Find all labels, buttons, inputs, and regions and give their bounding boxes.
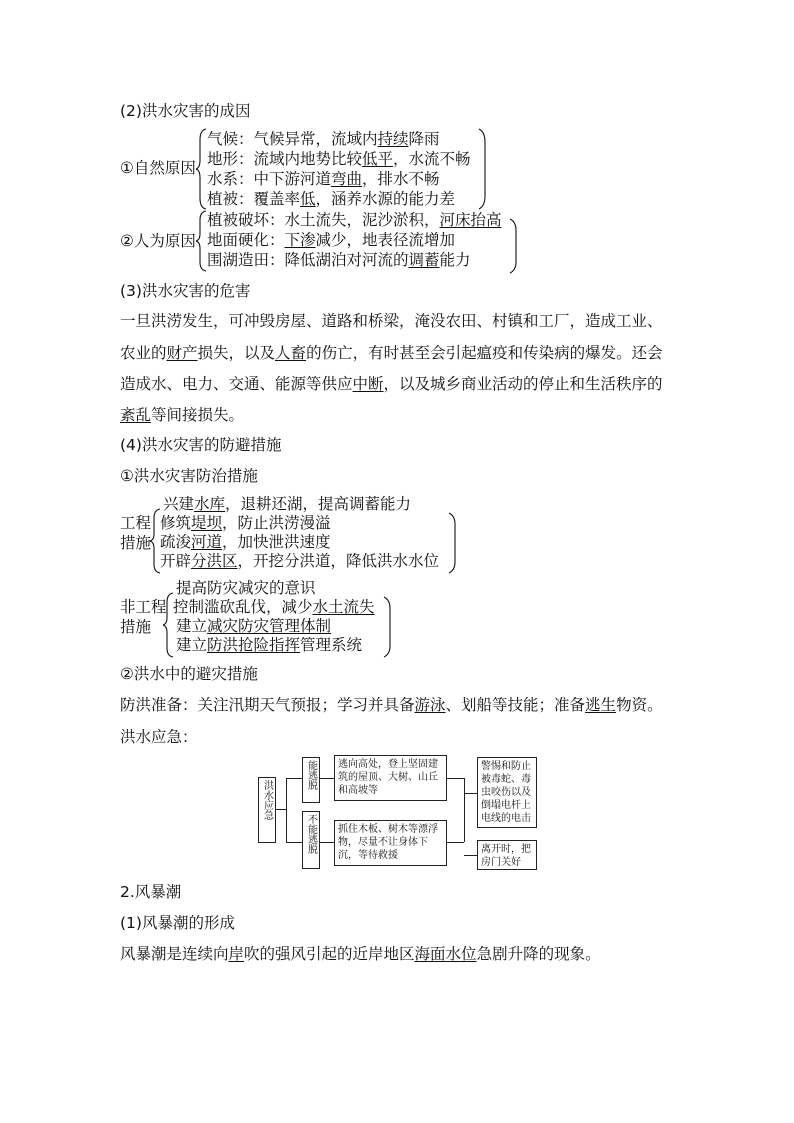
can-escape-box: 能逃脱 [302,757,320,803]
connector [286,842,302,843]
hazard-paragraph-line-1: 一旦洪涝发生，可冲毁房屋、道路和桥梁，淹没农田、村镇和工厂，造成工业、 [120,312,663,330]
section-title-causes: (2)洪水灾害的成因 [120,102,251,120]
connector [464,778,465,842]
connector [464,793,477,794]
engineering-line-dam: 修筑堤坝，防止洪涝漫溢 [160,514,331,532]
non-engineering-line-system: 建立减灾防灾管理体制 [176,617,332,635]
connector [286,778,302,779]
connector [447,778,464,779]
right-brace [448,512,458,574]
natural-cause-label: ①自然原因 [120,159,196,177]
non-engineering-label: 非工程 [120,598,167,616]
connector [276,809,286,810]
engineering-line-diversion: 开辟分洪区，开挖分洪道，降低洪水水位 [160,552,440,570]
human-line-reclamation: 围湖造田：降低湖泊对河流的调蓄能力 [207,251,471,269]
root-box: 洪水应急 [258,777,276,843]
preparation-line: 防洪准备：关注汛期天气预报；学习并具备游泳、划船等技能；准备逃生物资。 [120,696,663,714]
connector [447,842,464,843]
engineering-label: 工程 [120,514,152,532]
non-engineering-label-2: 措施 [120,618,152,636]
engineering-label-2: 措施 [120,534,152,552]
emergency-label: 洪水应急： [120,728,198,746]
subsection-prevention: ①洪水灾害防治措施 [120,467,258,485]
human-cause-label: ②人为原因 [120,232,196,250]
can-escape-action-box: 逃向高处，登上坚固建筑的屋顶、大树、山丘和高坡等 [334,755,447,801]
right-brace [478,128,488,210]
hazard-paragraph-line-4: 紊乱等间接损失。 [120,406,245,424]
leave-box: 离开时，把房门关好 [477,840,537,870]
right-brace [383,596,393,658]
hazard-paragraph-line-3: 造成水、电力、交通、能源等供应中断，以及城乡商业活动的停止和生活秩序的 [120,375,663,393]
storm-definition: 风暴潮是连续向岸吹的强风引起的近岸地区海面水位急剧升降的现象。 [120,945,601,963]
section-title-storm-surge: 2.风暴潮 [120,883,182,901]
cannot-escape-action-box: 抓住木板、树木等漂浮物，尽量不让身体下沉，等待救援 [334,820,447,866]
cannot-escape-box: 不能逃脱 [302,811,320,869]
non-engineering-line-awareness: 提高防灾减灾的意识 [176,579,316,597]
connector [286,778,287,842]
right-brace [509,218,519,274]
section-title-hazards: (3)洪水灾害的危害 [120,282,251,300]
warning-box: 警惕和防止被毒蛇、毒虫咬伤以及倒塌电杆上电线的电击 [477,757,537,828]
subsection-evacuation: ②洪水中的避灾措施 [120,665,258,683]
storm-formation-title: (1)风暴潮的形成 [120,914,235,932]
non-engineering-line-command: 建立防洪抢险指挥管理系统 [176,636,363,654]
natural-line-terrain: 地形：流域内地势比较低平，水流不畅 [207,150,471,168]
natural-line-climate: 气候：气候异常，流域内持续降雨 [207,130,440,148]
connector [464,855,477,856]
natural-line-vegetation: 植被：覆盖率低，涵养水源的能力差 [207,190,456,208]
engineering-line-dredging: 疏浚河道，加快泄洪速度 [160,533,331,551]
connector [320,778,334,779]
connector [320,842,334,843]
hazard-paragraph-line-2: 农业的财产损失，以及人畜的伤亡，有时甚至会引起瘟疫和传染病的爆发。还会 [120,344,663,362]
human-line-deforestation: 植被破坏：水土流失，泥沙淤积，河床抬高 [207,211,502,229]
human-line-hardening: 地面硬化：下渗减少，地表径流增加 [207,231,456,249]
natural-line-river: 水系：中下游河道弯曲，排水不畅 [207,170,440,188]
engineering-line-reservoir: 兴建水库，退耕还湖，提高调蓄能力 [163,495,412,513]
section-title-measures: (4)洪水灾害的防避措施 [120,436,282,454]
non-engineering-line-logging: 控制滥砍乱伐，减少水土流失 [173,598,375,616]
